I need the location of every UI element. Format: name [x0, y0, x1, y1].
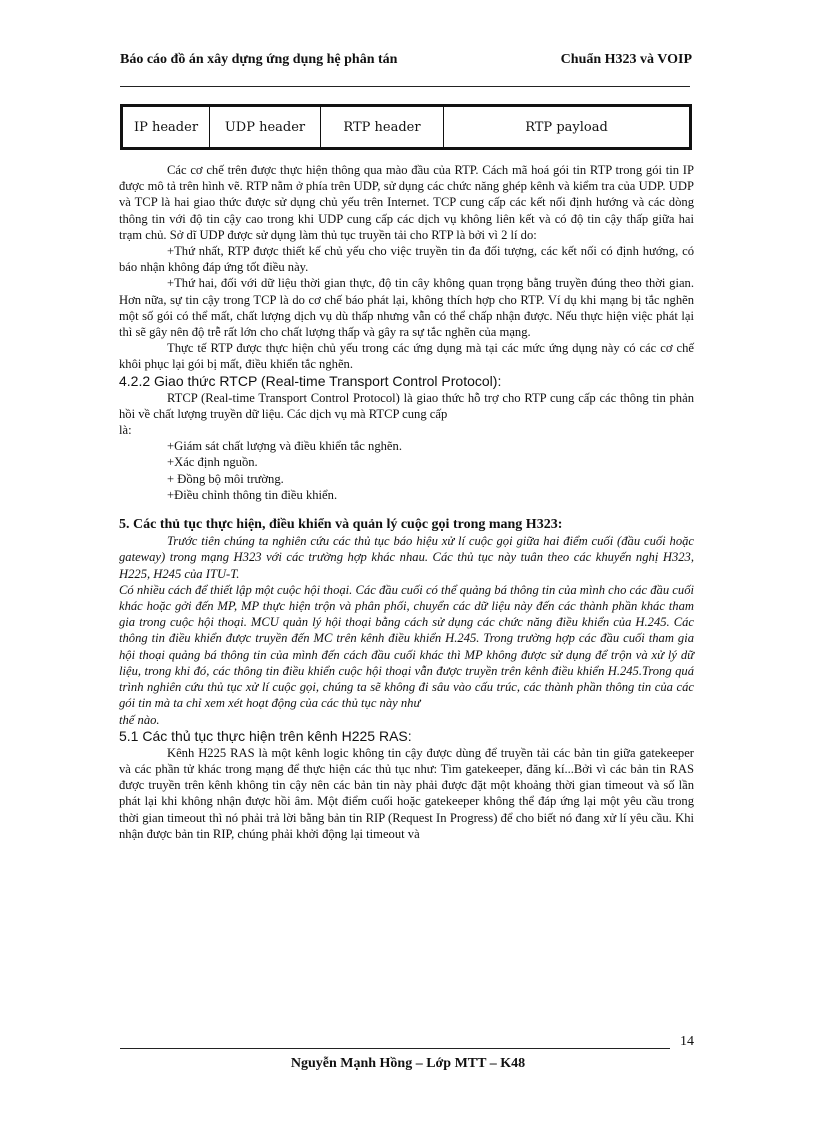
header-title: Báo cáo đồ án xây dựng ứng dụng hệ phân tán: [120, 52, 398, 67]
paragraph: Các cơ chế trên được thực hiện thông qua mào đầu của RTP. Cách mã hoá gói tin RTP trong gói tin IP được mô tả trên hình vẽ. RTP nằm ở phía trên UDP, sử dụng các chức năng ghép kênh và kiểm tra của UDP. UDP và TCP là hai giao thức được sử dụng chủ yếu trên Internet. TCP cung cấp các kết nối định hướng và các dòng thông tin với độ tin cậy cao trong khi UDP cung cấp các dịch vụ không liên kết và có độ tin cậy thấp giữa hai trạm chủ. Sở dĩ UDP được sử dụng làm thủ tục truyền tải cho RTP là bởi vì 2 lí do:: [119, 163, 694, 242]
document-body: [119, 162, 694, 842]
header-rule: [120, 86, 690, 87]
paragraph-continuation: là:: [119, 423, 132, 438]
paragraph: Thực tế RTP được thực hiện chủ yếu trong các ứng dụng mà tại các mức ứng dụng này có các cơ chế khôi phục lại gói bị mất, điều khiển tắc nghẽn.: [119, 341, 694, 372]
list-item: +Xác định nguồn.: [167, 455, 258, 470]
packet-cell-rtp-payload: RTP payload: [525, 119, 608, 135]
section-heading-5-1: 5.1 Các thủ tục thực hiện trên kênh H225 RAS:: [119, 727, 412, 744]
section-heading-4-2-2: 4.2.2 Giao thức RTCP (Real-time Transport Control Protocol):: [119, 372, 502, 389]
italic-paragraph: Có nhiều cách để thiết lập một cuộc hội thoại. Các đầu cuối có thể quảng bá thông tin của mình cho các đầu cuối khác hoặc gởi đến MP, MP thực hiện trộn và phân phối, chuyển các dữ liệu này đến các thành phần khác tham gia trong cuộc hội thoại. MCU quản lý hội thoại bằng cách sử dụng các chức năng điều khiển của H.245. Các thông tin điều khiển được truyền đến MC trên kênh điều khiển H.245. Trong trường hợp các đầu cuối tham gia hội thoại quảng bá thông tin của mình đến cách đầu cuối khác thì MP không được sử dụng để trộn và xử lý dữ liệu, trong khi đó, các thông tin điều khiển cuộc hội thoại vẫn được truyền trên kênh điều khiển H.245.Trong quá trình nghiên cứu thủ tục xử lí cuộc gọi, chúng ta sẽ không đi sâu vào cấu trúc, các thành phần thông tin của các gói tin mà ta chỉ xem xét hoạt động của các thủ tục này như: [119, 582, 694, 711]
packet-cell-udp-header: UDP header: [210, 107, 321, 147]
paragraph: +Thứ nhất, RTP được thiết kế chủ yếu cho việc truyền tin đa đối tượng, các kết nối có định hướng, có báo nhận không đáp ứng tốt điều này.: [119, 244, 694, 275]
list-item: + Đồng bộ môi trường.: [167, 471, 284, 486]
paragraph: Kênh H225 RAS là một kênh logic không tin cậy được dùng để truyền tải các bản tin giữa gatekeeper và các phần tử khác trong mạng để thực hiện các thủ tục như: Tìm gatekeeper, đăng kí...Bởi vì các bản tin RAS được truyền trên kênh không tin cậy nên các bản tin này phải được đặt một khoảng thời gian timeout và số lần phát lại khi không nhận được hồi âm. Một điểm cuối hoặc gatekeeper không thể đáp ứng lại một yêu cầu trong thời gian timeout thì nó phải trả lời bằng bản tin RIP (Request In Progress) để cho biết nó đang xử lí yêu cầu. Khi nhận được bản tin RIP, chúng phải khởi động lại timeout và: [119, 745, 694, 841]
section-heading-5: 5. Các thủ tục thực hiện, điều khiển và quản lý cuộc gọi trong mang H323:: [119, 517, 563, 533]
list-item: +Giám sát chất lượng và điều khiển tắc nghẽn.: [167, 439, 402, 454]
italic-paragraph: Trước tiên chúng ta nghiên cứu các thủ tục báo hiệu xử lí cuộc gọi giữa hai điểm cuối (đầu cuối hoặc gateway) trong mạng H323 với các trường hợp khác nhau. Các thủ tục này tuân theo các khuyến nghị H323, H225, H245 của ITU-T.: [119, 534, 694, 581]
packet-cell-ip-header: IP header: [123, 107, 210, 147]
paragraph: RTCP (Real-time Transport Control Protocol) là giao thức hỗ trợ cho RTP cung cấp các thông tin phản hồi về chất lượng truyền dữ liệu. Các dịch vụ mà RTCP cung cấp: [119, 390, 694, 421]
page-number: 14: [680, 1034, 694, 1049]
header-topic: Chuẩn H323 và VOIP: [560, 52, 692, 67]
list-item: +Điều chỉnh thông tin điều khiển.: [167, 487, 338, 502]
packet-cell-rtp-header: RTP header: [321, 107, 444, 147]
rtp-packet-diagram: [120, 104, 692, 150]
paragraph: +Thứ hai, đối với dữ liệu thời gian thực, độ tin cây không quan trọng bằng truyền đúng theo thời gian. Hơn nữa, sự tin cậy trong TCP là do cơ chế báo phát lại, không thích hợp cho RTP. Ví dụ khi mạng bị tắc nghẽn một số gói có thể mất, chất lượng dịch vụ dù thấp nhưng vẫn có thể chấp nhận được. Nếu thực hiện việc phát lại thì sẽ gây nên độ trễ rất lớn cho chất lượng thấp và gây ra sự tắc nghẽn của mạng.: [119, 276, 694, 340]
page-header: [120, 52, 692, 76]
footer-rule: [120, 1048, 670, 1049]
italic-paragraph: thế nào.: [119, 712, 160, 727]
page-footer: Nguyễn Mạnh Hồng – Lớp MTT – K48: [290, 1056, 526, 1071]
